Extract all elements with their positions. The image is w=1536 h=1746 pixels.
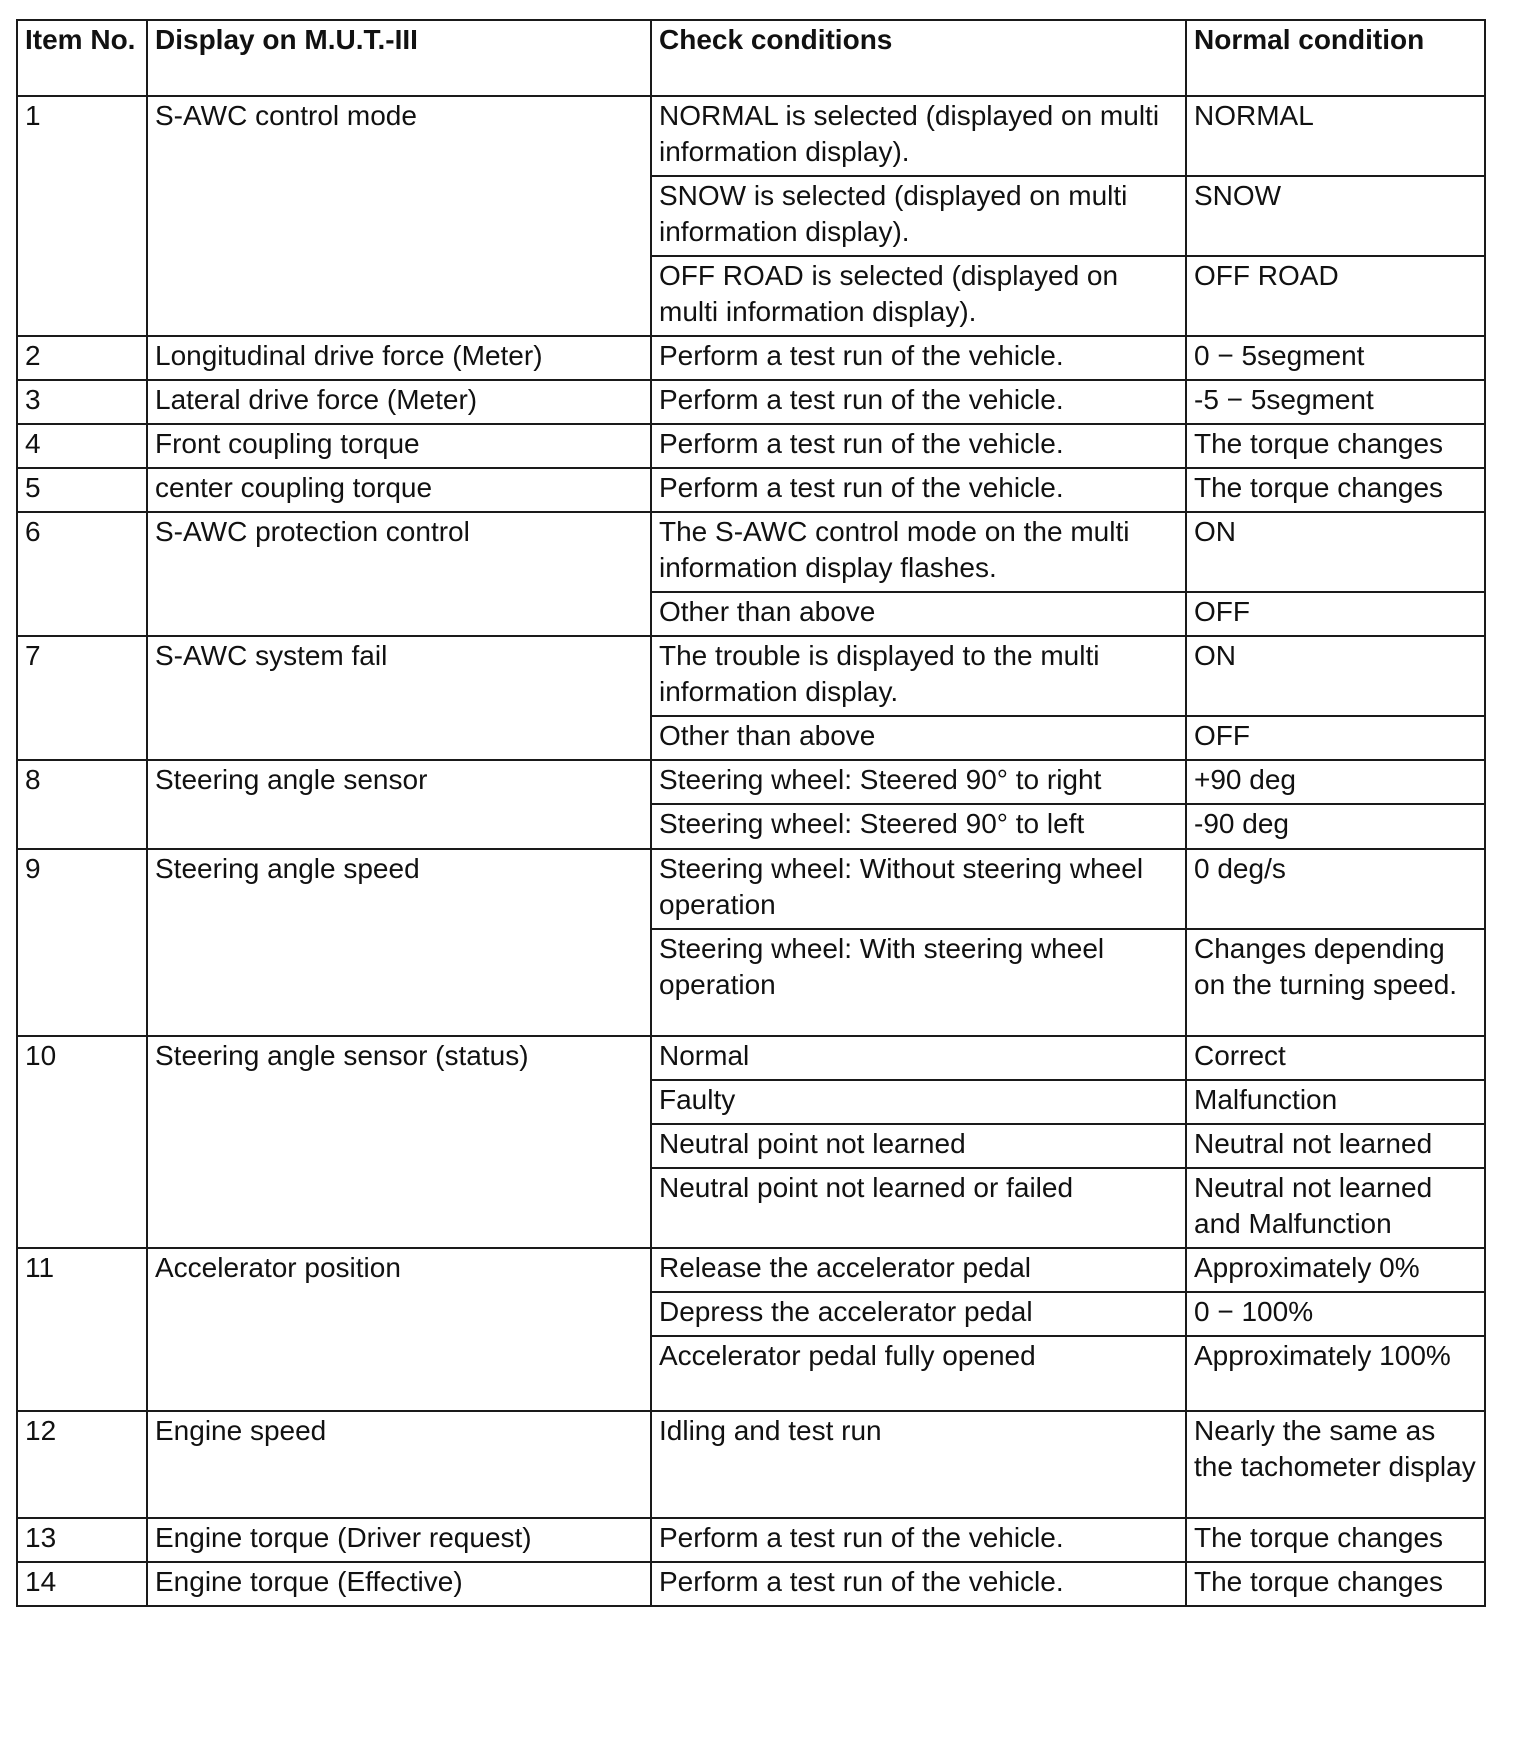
item-number-cell: 1 bbox=[17, 96, 147, 336]
table-row bbox=[17, 1248, 1485, 1292]
table-row bbox=[17, 336, 1485, 380]
check-condition-cell: Steering wheel: Without steering wheel operation bbox=[651, 849, 1186, 929]
display-item-cell: Engine speed bbox=[147, 1411, 651, 1518]
check-condition-cell: Steering wheel: Steered 90° to right bbox=[651, 760, 1186, 804]
item-number-cell: 9 bbox=[17, 849, 147, 1036]
normal-condition-cell: 0 − 5segment bbox=[1186, 336, 1485, 380]
check-condition-cell: Steering wheel: Steered 90° to left bbox=[651, 804, 1186, 849]
check-condition-cell: Steering wheel: With steering wheel operation bbox=[651, 929, 1186, 1036]
check-condition-cell: Release the accelerator pedal bbox=[651, 1248, 1186, 1292]
normal-condition-cell: -90 deg bbox=[1186, 804, 1485, 849]
check-condition-cell: Other than above bbox=[651, 592, 1186, 636]
item-number-cell: 13 bbox=[17, 1518, 147, 1562]
check-condition-cell: The trouble is displayed to the multi information display. bbox=[651, 636, 1186, 716]
header-row bbox=[17, 20, 1485, 96]
item-number-cell: 3 bbox=[17, 380, 147, 424]
display-item-cell: Accelerator position bbox=[147, 1248, 651, 1411]
table-row bbox=[17, 1562, 1485, 1606]
item-number-cell: 10 bbox=[17, 1036, 147, 1248]
header-display: Display on M.U.T.-III bbox=[147, 20, 651, 96]
item-number-cell: 8 bbox=[17, 760, 147, 849]
check-condition-cell: Perform a test run of the vehicle. bbox=[651, 1518, 1186, 1562]
item-number-cell: 14 bbox=[17, 1562, 147, 1606]
table-row bbox=[17, 760, 1485, 804]
display-item-cell: center coupling torque bbox=[147, 468, 651, 512]
normal-condition-cell: Malfunction bbox=[1186, 1080, 1485, 1124]
table-row bbox=[17, 380, 1485, 424]
display-item-cell: S-AWC protection control bbox=[147, 512, 651, 636]
check-condition-cell: Perform a test run of the vehicle. bbox=[651, 1562, 1186, 1606]
table-row bbox=[17, 96, 1485, 176]
header-item-no: Item No. bbox=[17, 20, 147, 96]
check-condition-cell: OFF ROAD is selected (displayed on multi information display). bbox=[651, 256, 1186, 336]
table-row bbox=[17, 1036, 1485, 1080]
normal-condition-cell: The torque changes bbox=[1186, 468, 1485, 512]
normal-condition-cell: Nearly the same as the tachometer display bbox=[1186, 1411, 1485, 1518]
check-condition-cell: Idling and test run bbox=[651, 1411, 1186, 1518]
normal-condition-cell: Changes depending on the turning speed. bbox=[1186, 929, 1485, 1036]
item-number-cell: 6 bbox=[17, 512, 147, 636]
display-item-cell: Engine torque (Driver request) bbox=[147, 1518, 651, 1562]
normal-condition-cell: 0 deg/s bbox=[1186, 849, 1485, 929]
table-row bbox=[17, 636, 1485, 716]
item-number-cell: 12 bbox=[17, 1411, 147, 1518]
item-number-cell: 5 bbox=[17, 468, 147, 512]
normal-condition-cell: OFF ROAD bbox=[1186, 256, 1485, 336]
normal-condition-cell: Neutral not learned bbox=[1186, 1124, 1485, 1168]
header-normal-condition: Normal condition bbox=[1186, 20, 1485, 96]
table-row bbox=[17, 512, 1485, 592]
check-condition-cell: The S-AWC control mode on the multi information display flashes. bbox=[651, 512, 1186, 592]
normal-condition-cell: OFF bbox=[1186, 716, 1485, 760]
display-item-cell: Longitudinal drive force (Meter) bbox=[147, 336, 651, 380]
table-row bbox=[17, 849, 1485, 929]
normal-condition-cell: 0 − 100% bbox=[1186, 1292, 1485, 1336]
normal-condition-cell: SNOW bbox=[1186, 176, 1485, 256]
table-row bbox=[17, 1518, 1485, 1562]
check-condition-cell: Neutral point not learned bbox=[651, 1124, 1186, 1168]
display-item-cell: Engine torque (Effective) bbox=[147, 1562, 651, 1606]
normal-condition-cell: ON bbox=[1186, 512, 1485, 592]
check-condition-cell: Perform a test run of the vehicle. bbox=[651, 336, 1186, 380]
item-number-cell: 4 bbox=[17, 424, 147, 468]
item-number-cell: 7 bbox=[17, 636, 147, 760]
normal-condition-cell: The torque changes bbox=[1186, 1518, 1485, 1562]
display-item-cell: S-AWC system fail bbox=[147, 636, 651, 760]
check-condition-cell: SNOW is selected (displayed on multi information display). bbox=[651, 176, 1186, 256]
item-number-cell: 2 bbox=[17, 336, 147, 380]
check-condition-cell: Depress the accelerator pedal bbox=[651, 1292, 1186, 1336]
normal-condition-cell: ON bbox=[1186, 636, 1485, 716]
check-condition-cell: Other than above bbox=[651, 716, 1186, 760]
check-condition-cell: NORMAL is selected (displayed on multi information display). bbox=[651, 96, 1186, 176]
display-item-cell: Steering angle speed bbox=[147, 849, 651, 1036]
normal-condition-cell: -5 − 5segment bbox=[1186, 380, 1485, 424]
check-condition-cell: Perform a test run of the vehicle. bbox=[651, 380, 1186, 424]
check-condition-cell: Perform a test run of the vehicle. bbox=[651, 468, 1186, 512]
normal-condition-cell: The torque changes bbox=[1186, 424, 1485, 468]
check-condition-cell: Perform a test run of the vehicle. bbox=[651, 424, 1186, 468]
normal-condition-cell: Approximately 100% bbox=[1186, 1336, 1485, 1411]
check-condition-cell: Neutral point not learned or failed bbox=[651, 1168, 1186, 1248]
table-body bbox=[17, 96, 1485, 1606]
display-item-cell: Steering angle sensor bbox=[147, 760, 651, 849]
data-list-table bbox=[16, 19, 1486, 1607]
check-condition-cell: Normal bbox=[651, 1036, 1186, 1080]
normal-condition-cell: Neutral not learned and Malfunction bbox=[1186, 1168, 1485, 1248]
table-row bbox=[17, 468, 1485, 512]
table-row bbox=[17, 1411, 1485, 1518]
item-number-cell: 11 bbox=[17, 1248, 147, 1411]
display-item-cell: Front coupling torque bbox=[147, 424, 651, 468]
check-condition-cell: Accelerator pedal fully opened bbox=[651, 1336, 1186, 1411]
normal-condition-cell: Approximately 0% bbox=[1186, 1248, 1485, 1292]
normal-condition-cell: NORMAL bbox=[1186, 96, 1485, 176]
display-item-cell: Steering angle sensor (status) bbox=[147, 1036, 651, 1248]
normal-condition-cell: The torque changes bbox=[1186, 1562, 1485, 1606]
check-condition-cell: Faulty bbox=[651, 1080, 1186, 1124]
normal-condition-cell: +90 deg bbox=[1186, 760, 1485, 804]
display-item-cell: S-AWC control mode bbox=[147, 96, 651, 336]
header-check-conditions: Check conditions bbox=[651, 20, 1186, 96]
normal-condition-cell: Correct bbox=[1186, 1036, 1485, 1080]
display-item-cell: Lateral drive force (Meter) bbox=[147, 380, 651, 424]
table-row bbox=[17, 424, 1485, 468]
normal-condition-cell: OFF bbox=[1186, 592, 1485, 636]
